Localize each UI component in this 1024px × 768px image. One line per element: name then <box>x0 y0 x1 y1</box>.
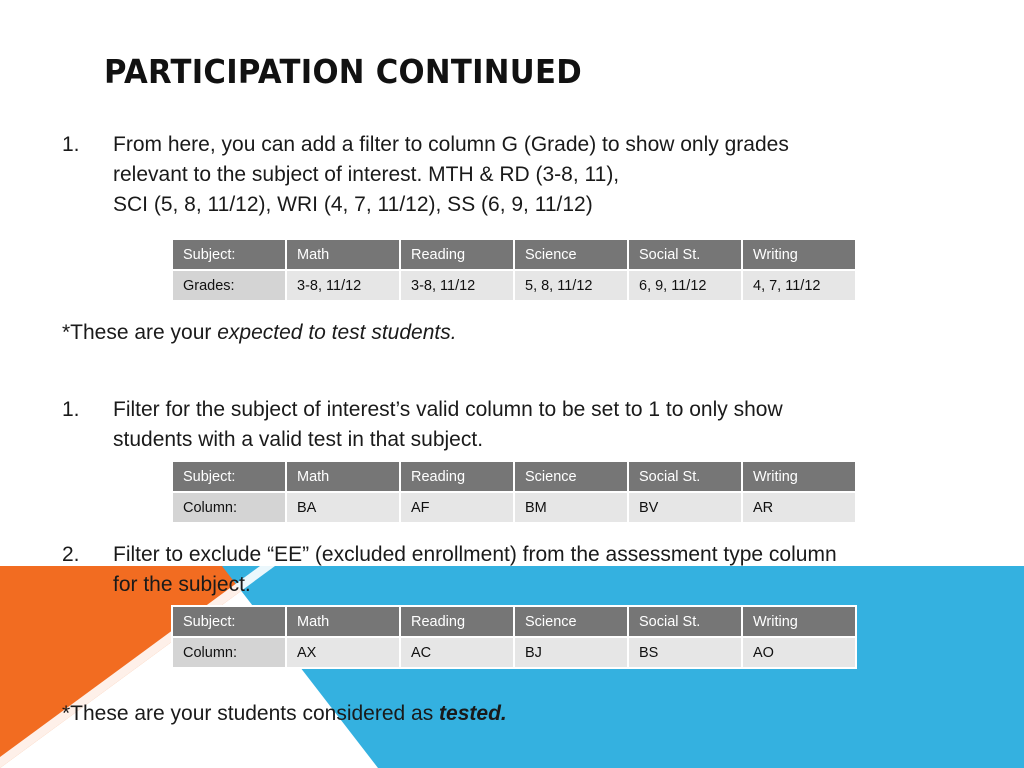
table-cell: 5, 8, 11/12 <box>514 270 628 301</box>
table-cell: 6, 9, 11/12 <box>628 270 742 301</box>
note-tested <box>62 699 507 729</box>
excluded-column-table <box>171 605 857 669</box>
note-expected-to-test <box>62 318 457 348</box>
step-text-line: Filter to exclude “EE” (excluded enrollment) from the assessment type column <box>113 543 837 566</box>
table-cell: Reading <box>400 606 514 637</box>
table-cell: Subject: <box>172 239 286 270</box>
note-text: *These are your <box>62 321 218 344</box>
table-cell: Math <box>286 461 400 492</box>
step-text-line: Filter for the subject of interest’s valid column to be set to 1 to only show <box>113 398 783 421</box>
table-cell: Column: <box>172 637 286 668</box>
step-number: 1. <box>62 133 80 156</box>
slide-title: PARTICIPATION CONTINUED <box>104 52 582 91</box>
table-header-row <box>172 606 856 637</box>
table-cell: Math <box>286 606 400 637</box>
table-cell: Social St. <box>628 606 742 637</box>
table-cell: Writing <box>742 239 856 270</box>
step-number: 2. <box>62 543 80 566</box>
table-cell: AO <box>742 637 856 668</box>
table-cell: Social St. <box>628 461 742 492</box>
table-cell: Grades: <box>172 270 286 301</box>
step-filter-excluded <box>62 540 972 600</box>
table-row <box>172 637 856 668</box>
table-cell: AF <box>400 492 514 523</box>
table-cell: BS <box>628 637 742 668</box>
step-text-line: SCI (5, 8, 11/12), WRI (4, 7, 11/12), SS (6, 9, 11/12) <box>113 193 593 216</box>
step-text-line: students with a valid test in that subject. <box>113 428 484 451</box>
step-text-line: From here, you can add a filter to column G (Grade) to show only grades <box>113 133 789 156</box>
step-number: 1. <box>62 398 80 421</box>
table-cell: 3-8, 11/12 <box>286 270 400 301</box>
table-cell: Reading <box>400 239 514 270</box>
step-text-line: relevant to the subject of interest. MTH & RD (3-8, 11), <box>113 163 620 186</box>
table-row <box>172 270 856 301</box>
table-cell: BV <box>628 492 742 523</box>
table-row <box>172 492 856 523</box>
valid-column-table <box>171 460 857 524</box>
table-cell: Reading <box>400 461 514 492</box>
table-cell: AR <box>742 492 856 523</box>
table-cell: Math <box>286 239 400 270</box>
note-emphasis: tested. <box>439 702 507 725</box>
step-filter-grade <box>62 130 972 220</box>
table-cell: AC <box>400 637 514 668</box>
step-text-line: for the subject. <box>113 573 251 596</box>
table-cell: Subject: <box>172 461 286 492</box>
table-cell: Science <box>514 239 628 270</box>
table-header-row <box>172 239 856 270</box>
table-cell: Column: <box>172 492 286 523</box>
table-cell: BJ <box>514 637 628 668</box>
table-cell: Social St. <box>628 239 742 270</box>
note-text: *These are your students considered as <box>62 702 440 725</box>
table-cell: Science <box>514 461 628 492</box>
note-emphasis: expected to test students. <box>217 321 457 344</box>
table-cell: Subject: <box>172 606 286 637</box>
table-cell: Writing <box>742 606 856 637</box>
table-cell: 4, 7, 11/12 <box>742 270 856 301</box>
table-cell: BA <box>286 492 400 523</box>
table-header-row <box>172 461 856 492</box>
step-filter-valid <box>62 395 972 455</box>
table-cell: BM <box>514 492 628 523</box>
table-cell: 3-8, 11/12 <box>400 270 514 301</box>
table-cell: Science <box>514 606 628 637</box>
table-cell: Writing <box>742 461 856 492</box>
table-cell: AX <box>286 637 400 668</box>
grades-table <box>171 238 857 302</box>
